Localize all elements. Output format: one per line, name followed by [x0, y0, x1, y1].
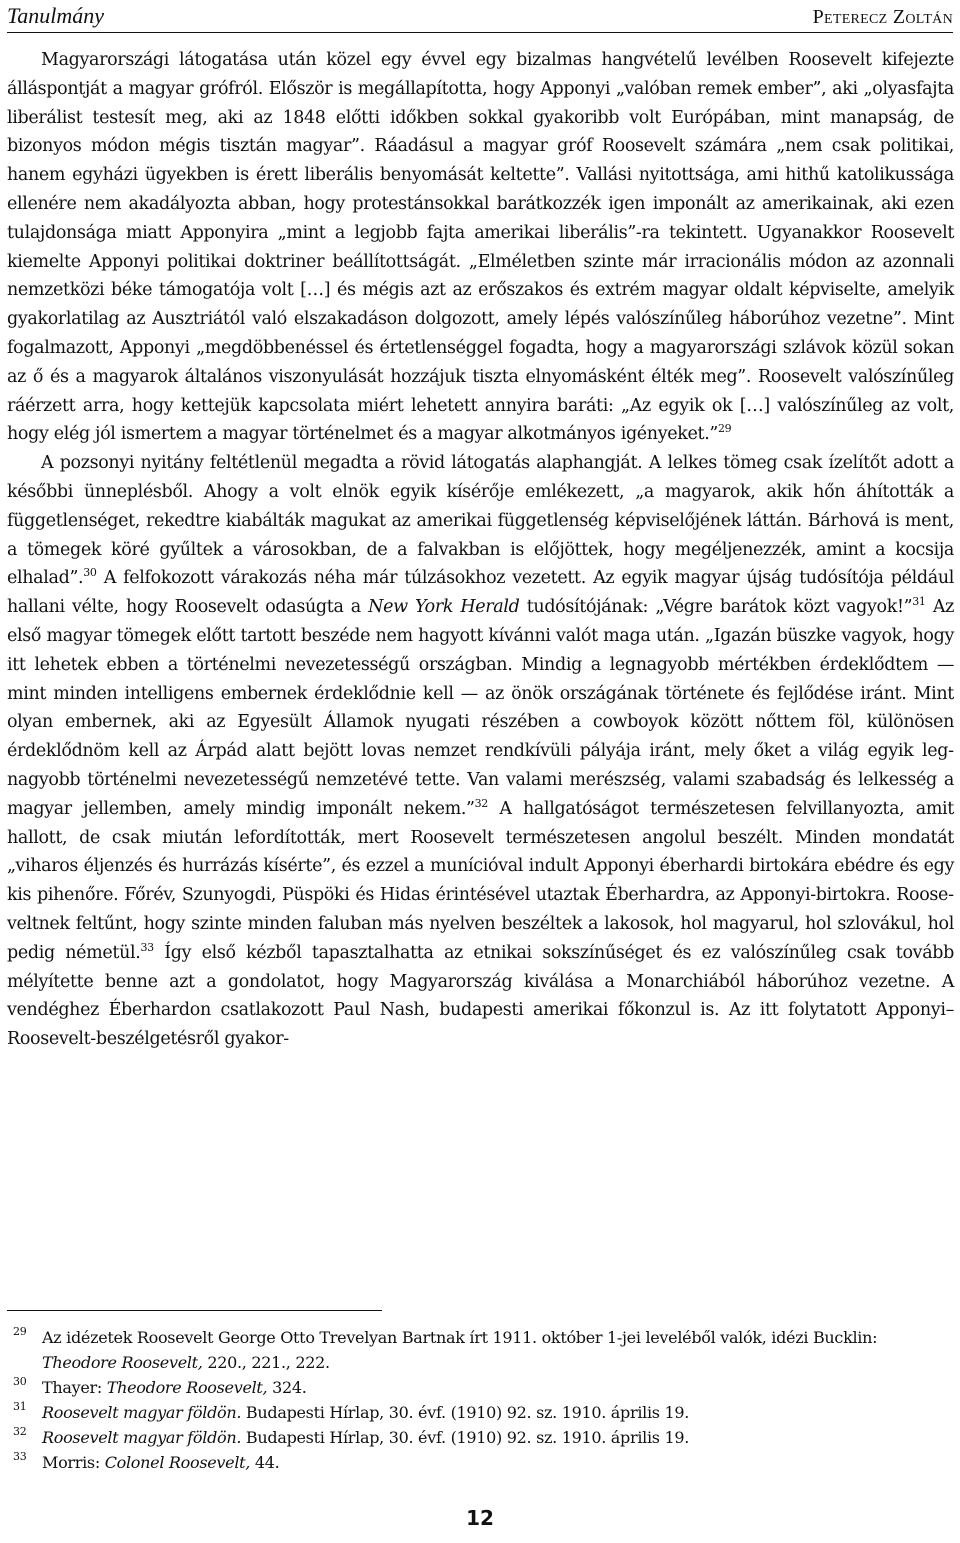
author-name: Peterecz Zoltán — [812, 6, 953, 28]
footnote-text: Thayer: — [42, 1378, 107, 1397]
paragraph-2-text-a: A pozsonyi nyitány feltétlenül megadta a rövid látogatás alaphangját. A lelkes tömeg csak ízelítőt adott a későbbi ünneplésből. Ahogy a volt elnök egyik kísérője emlékezett, „a magyarok, akik hőn áhították a függetlenséget, rekedtre kiabálták magukat az amerikai függetlenség képviselőjének láttán. Bárhová is ment, a tömegek köré gyűltek a városokban, de a falvakban is előjöttek, hogy megéljenezzék, amint a kocsija elhalad”. — [7, 453, 954, 589]
footnote-number: 30 — [13, 1375, 27, 1388]
footnote-ref-33[interactable]: 33 — [140, 940, 154, 954]
body-text — [7, 46, 954, 1054]
footnote-31 — [7, 1400, 954, 1425]
footnote-number: 33 — [13, 1450, 27, 1463]
footnote-ref-30[interactable]: 30 — [83, 566, 97, 580]
paragraph-2-text-d: Az első magyar tömegek előtt tartott beszéde nem hagyott kívánni valót maga után. „Igazán büszke vagyok, hogy itt lehetek ebben a történelmi nevezetességű országban. Mindig a legnagyobb mértékben érdeklődtem — mint minden intelligens embernek érdeklődnie kell — az önök országának története és fejlődése iránt. Mint olyan embernek, aki az Egyesült Államok nyugati részében a cowboyok között nőttem föl, különösen érdeklődnöm kell az Árpád alatt bejött lovas nemzet rendkívüli pályája iránt, mely őket a világ egyik legnagyobb történelmi nevezetességű nemzetévé tette. Van valami merészség, valami szabadság és lelkesség a magyar jellemben, amely mindig imponált nekem.” — [7, 597, 954, 819]
footnote-number: 31 — [13, 1400, 27, 1413]
footnote-title: Roosevelt magyar földön. — [42, 1403, 242, 1422]
footnote-text: Morris: — [42, 1453, 105, 1472]
footnote-divider — [7, 1310, 382, 1311]
footnote-title: Colonel Roosevelt, — [104, 1453, 251, 1472]
footnote-33 — [7, 1450, 954, 1475]
paragraph-1-text: Magyarországi látogatása után közel egy évvel egy bizalmas hangvételű levélben Roosevelt kifejezte álláspontját a magyar grófról. Először is megállapította, hogy Apponyi „valóban remek ember”, aki „olyasfajta liberálist testesít meg, aki az 1848 előtti időkben sokkal gyakoribb volt Európában, mint manapság, de bizonyos módon mégis tisztán magyar”. Ráadásul a magyar gróf Roosevelt számára „nem csak politikai, hanem egyházi ügyekben is érett liberális benyomását keltette”. Vallási nyitottsága, ami hithű katolikussága ellenére nem akadályozta abban, hogy protestánsokkal barátkozzék igen imponált az amerikainak, aki ezen tulajdonsága miatt Apponyira „mint a legjobb fajta amerikai liberális”-ra tekintett. Ugyanakkor Roosevelt kiemelte Apponyi politikai doktriner beállítottságát. „Elméletben szinte már irracionális módon az azonnali nemzetközi béke támogatója volt […] és mégis azt az erőszakos és extrém magyar oldalt képviselte, amelyik gyakorlatilag az Ausztriától való elszakadáson dolgozott, amely lépés valószínűleg háborúhoz vezetne”. Mint fogalmazott, Apponyi „megdöbbenéssel és értetlenséggel fogadta, hogy a magyarországi szlávok közül sokan az ő és a magyarok általános viszonyulását hozzájuk tiszta elnyomásként élték meg”. Roosevelt valószínűleg ráérzett arra, hogy kettejük kapcsolata miért lehetett annyira baráti: „Az egyik ok […] valószínűleg az volt, hogy elég jól ismertem a magyar történelmet és a magyar alkotmányos igényeket.” — [7, 50, 954, 445]
footnote-30 — [7, 1375, 954, 1400]
footnote-text: Az idézetek Roosevelt George Otto Trevelyan Bartnak írt 1911. október 1-jei leveléből valók, idézi Bucklin: — [42, 1328, 878, 1347]
paragraph-2-text-c: tudósítójának: „Végre barátok közt vagyok!” — [519, 597, 913, 618]
footnote-tail: 220., 221., 222. — [202, 1353, 330, 1372]
paragraph-2-text-f: Így első kézből tapasztalhatta az etnikai sokszínűséget és ez valószínűleg csak tovább mélyítette benne azt a gondolatot, hogy Magyarország kiválása a Monarchiából háborúhoz vezetne. A vendéghez Éberhardon csatlakozott Paul Nash, budapesti amerikai főkonzul is. Az itt folytatott Apponyi–Roosevelt-beszélgetésről gyakor- — [7, 942, 954, 1050]
footnote-title: Roosevelt magyar földön. — [42, 1428, 242, 1447]
paragraph-1 — [7, 46, 954, 449]
footnote-title: Theodore Roosevelt, — [106, 1378, 268, 1397]
footnotes — [7, 1325, 954, 1475]
section-label: Tanulmány — [7, 3, 104, 28]
footnote-title: Theodore Roosevelt, — [42, 1353, 203, 1372]
running-header — [7, 0, 953, 33]
footnote-tail: 324. — [267, 1378, 307, 1397]
footnote-tail: Budapesti Hírlap, 30. évf. (1910) 92. sz. 1910. április 19. — [241, 1428, 690, 1447]
footnote-tail: 44. — [250, 1453, 280, 1472]
footnote-ref-31[interactable]: 31 — [912, 595, 926, 609]
footnote-29 — [7, 1325, 954, 1375]
footnote-ref-29[interactable]: 29 — [718, 422, 732, 436]
footnote-number: 29 — [13, 1325, 27, 1338]
footnote-number: 32 — [13, 1425, 27, 1438]
footnote-tail: Budapesti Hírlap, 30. évf. (1910) 92. sz. 1910. április 19. — [241, 1403, 690, 1422]
paragraph-2-text-e: A hallgatóságot természetesen felvillanyozta, amit hallott, de csak miután lefordították, mert Roosevelt természetesen angolul beszélt. Minden mondatát „viharos éljenzés és hurrázás kísérte”, és ezzel a munícióval indult Apponyi éberhardi birtokára ebédre és egy kis pihenőre. Főrév, Szunyogdi, Püspöki és Hidas érintésével utaztak Éberhardra, az Apponyi-birtokra. Rooseveltnek feltűnt, hogy szinte minden faluban más nyelven beszéltek a lakosok, hol magyarul, hol szlovákul, hol pedig németül. — [7, 798, 954, 963]
footnote-32 — [7, 1425, 954, 1450]
footnote-ref-32[interactable]: 32 — [474, 796, 488, 810]
page-number: 12 — [466, 1506, 494, 1530]
paragraph-2-text-b: A felfokozott várakozás néha már túlzásokhoz vezetett. Az egyik magyar újság tudósítója például hallani vélte, hogy Roosevelt odasúgta a — [7, 568, 954, 618]
paragraph-2 — [7, 449, 954, 1054]
newspaper-title: New York Herald — [368, 597, 520, 618]
